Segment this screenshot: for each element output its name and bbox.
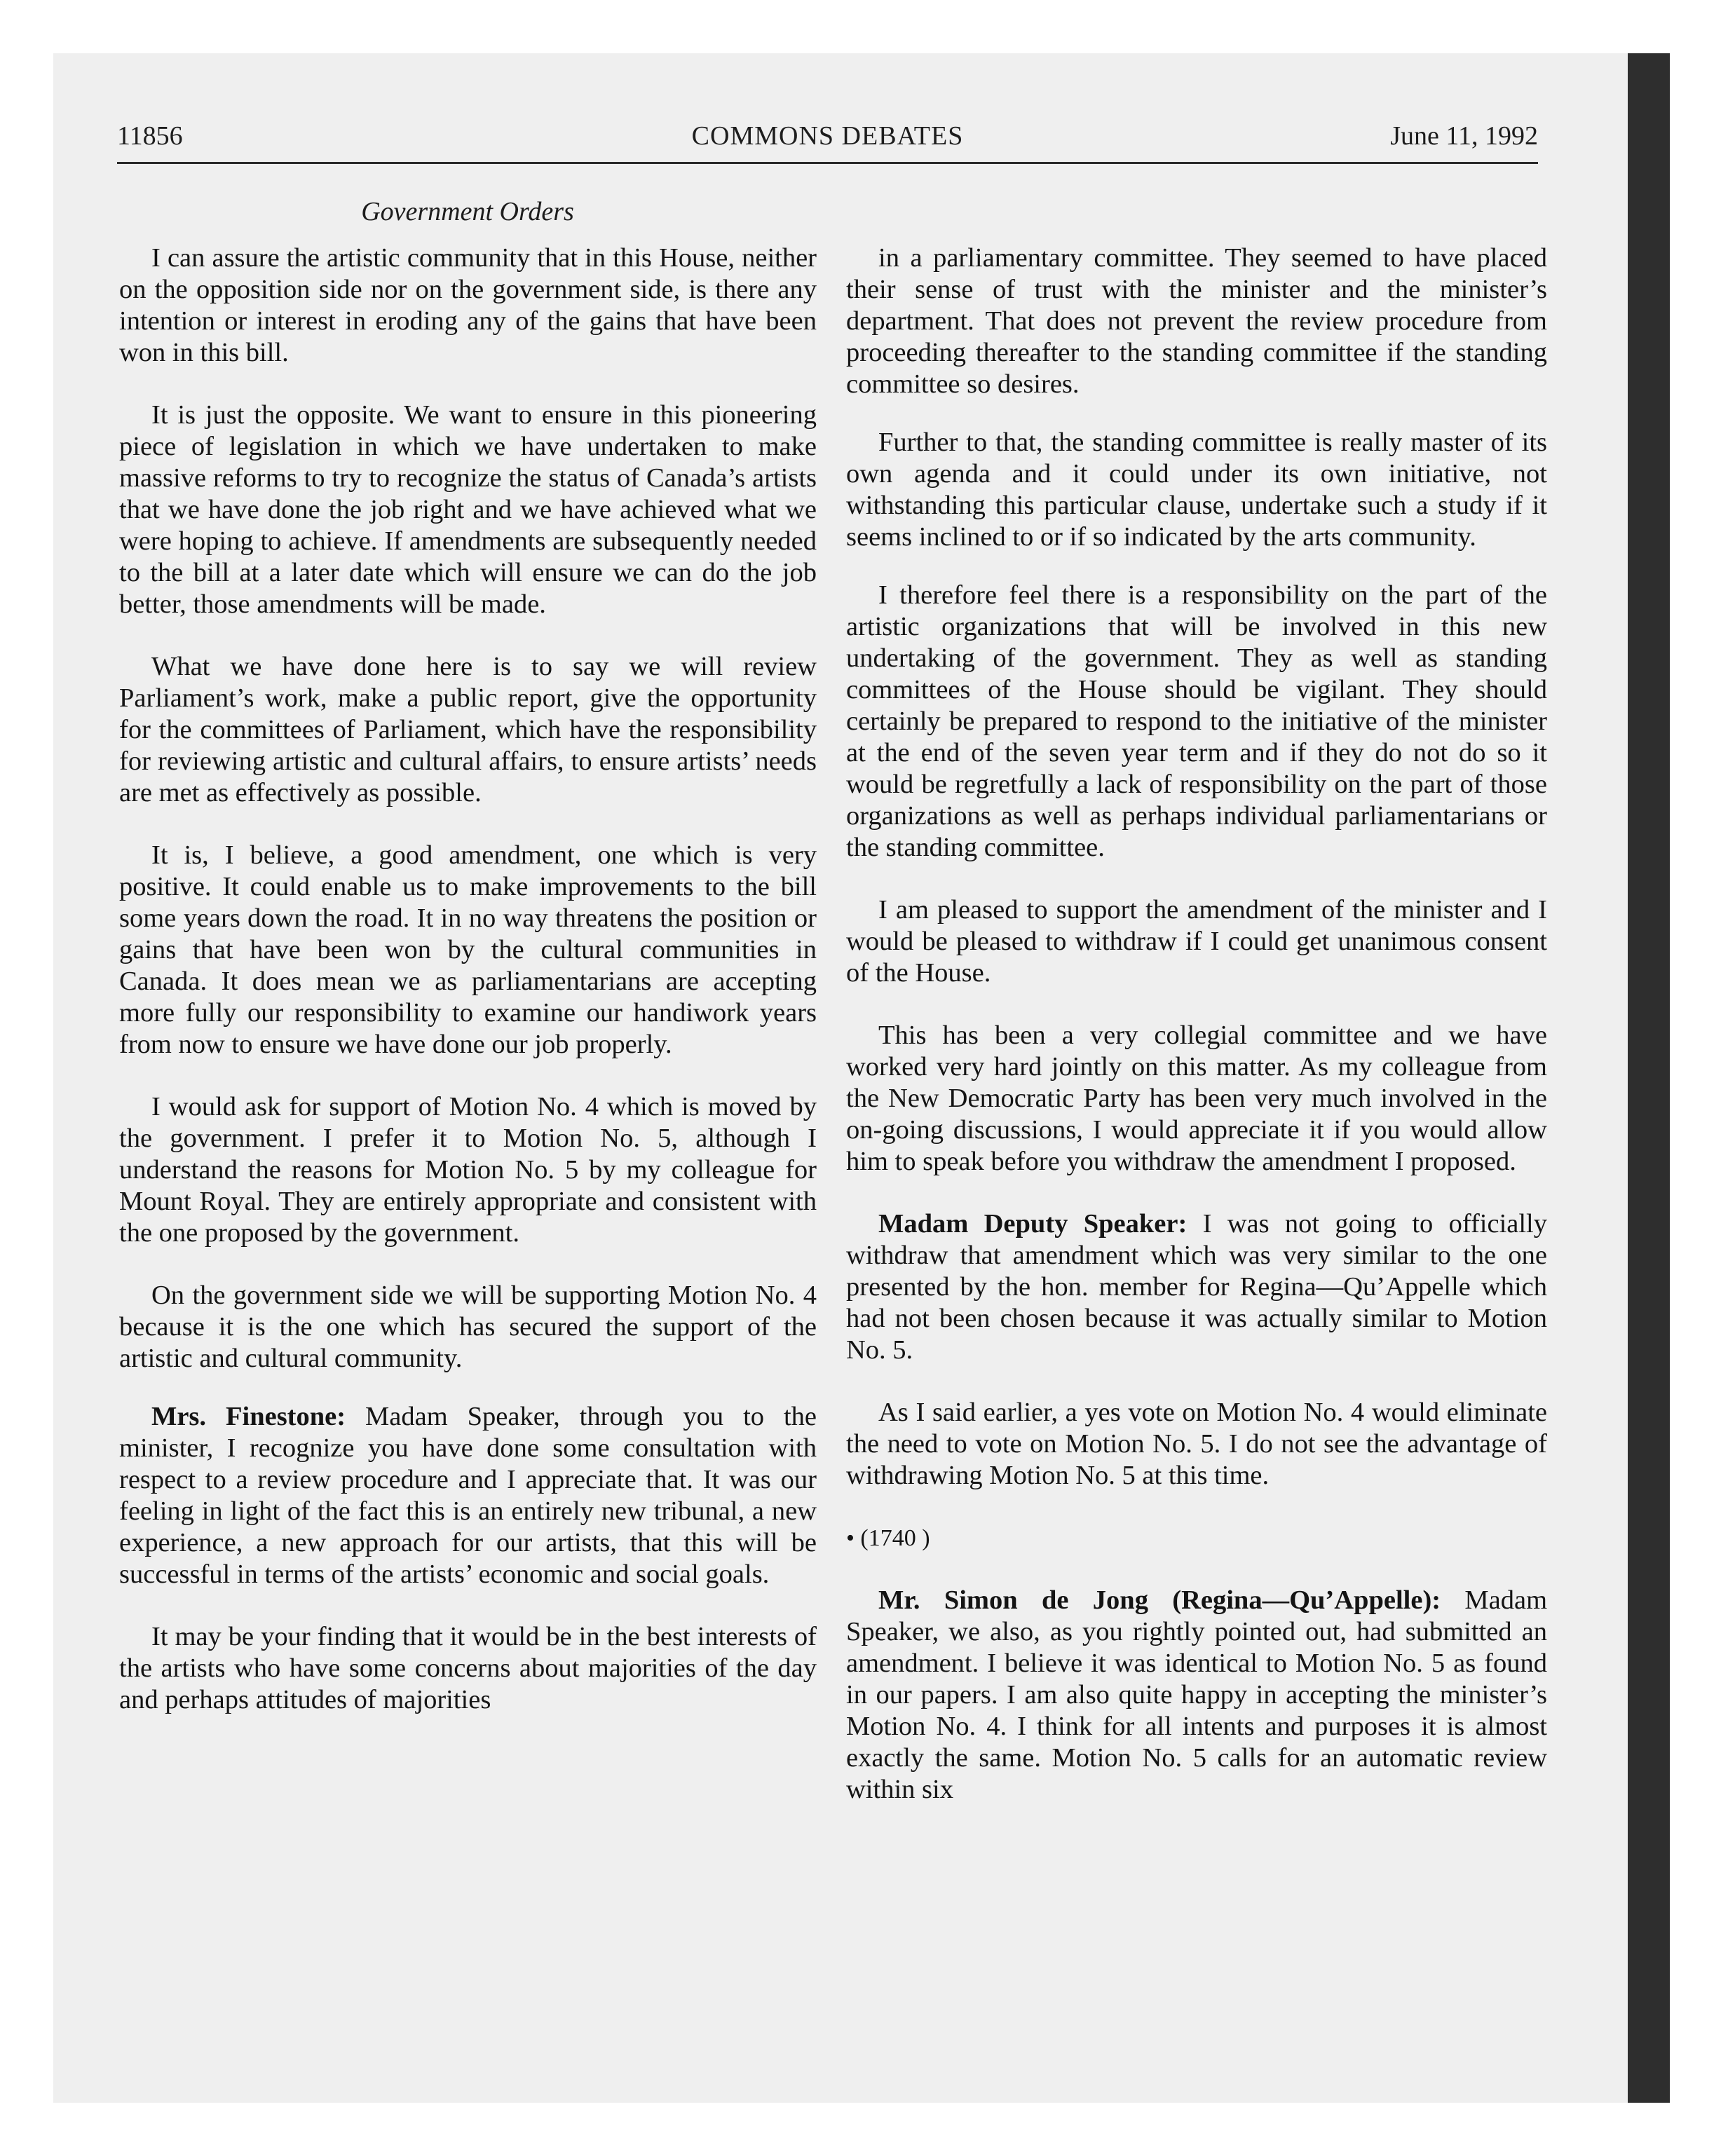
speaker-name: Mrs. Finestone: [151,1402,346,1431]
speech-finestone [119,1401,817,1590]
header-date: June 11, 1992 [1390,121,1538,151]
running-header [117,121,1538,163]
paragraph: It is, I believe, a good amendment, one which is very positive. It could enable us to make improvements to the bill some years down the road. It in no way threatens the position or gains that have been won by the cultural communities in Canada. It does mean we as parliamentarians are accepting more fully our responsibility to examine our handiwork years from now to ensure we have done our job properly. [119,840,817,1059]
publication-title: COMMONS DEBATES [691,121,964,151]
speaker-name: Mr. Simon de Jong (Regina—Qu’Appelle): [878,1585,1441,1615]
section-heading: Government Orders [361,197,574,226]
paragraph: As I said earlier, a yes vote on Motion No. 4 would eliminate the need to vote on Motion No. 5. I do not see the advantage of withdrawing Motion No. 5 at this time. [846,1398,1547,1490]
paragraph: I would ask for support of Motion No. 4 which is moved by the government. I prefer it to Motion No. 5, although I understand the reasons for Motion No. 5 by my colleague for Mount Royal. They are entirely appropriate and consistent with the one proposed by the government. [119,1092,817,1248]
left-column [119,243,817,1747]
paragraph: I am pleased to support the amendment of the minister and I would be pleased to withdraw if I could get unanimous consent of the House. [846,895,1547,988]
speech-de-jong [846,1585,1547,1806]
speech-text: Madam Speaker, through you to the minister, I recognize you have done some consultation with respect to a review procedure and I appreciate that. It was our feeling in light of the fact this is an entirely new tribunal, a new experience, a new approach for our artists, that this will be successful in terms of the artists’ economic and social goals. [119,1402,817,1589]
paragraph: On the government side we will be supporting Motion No. 4 because it is the one which has secured the support of the artistic and cultural community. [119,1281,817,1373]
header-rule [117,162,1538,164]
page-number: 11856 [117,121,183,151]
time-marker: • (1740 ) [846,1525,930,1551]
paragraph: It may be your finding that it would be in the best interests of the artists who have some concerns about majorities of the day and perhaps attitudes of majorities [119,1622,817,1714]
speech-deputy-speaker [846,1208,1547,1366]
paragraph: in a parliamentary committee. They seemed to have placed their sense of trust with the minister and the minister’s department. That does not prevent the review procedure from proceeding thereafter to the standing committee if the standing committee so desires. [846,243,1547,399]
paragraph: What we have done here is to say we will review Parliament’s work, make a public report, give the opportunity for the committees of Parliament, which have the responsibility for reviewing artistic and cultural affairs, to ensure artists’ needs are met as effectively as possible. [119,652,817,807]
speech-text: Madam Speaker, we also, as you rightly pointed out, had submitted an amendment. I believe it was identical to Motion No. 5 as found in our papers. I am also quite happy in accepting the minister’s Motion No. 4. I think for all intents and purposes it is almost exactly the same. Motion No. 5 calls for an automatic review within six [846,1585,1548,1804]
paragraph: It is just the opposite. We want to ensure in this pioneering piece of legislation in which we have undertaken to make massive reforms to try to recognize the status of Canada’s artists that we have done the job right and we have achieved what we were hoping to achieve. If amendments are subsequently needed to the bill at a later date which will ensure we can do the job better, those amendments will be made. [119,400,817,619]
right-column [846,243,1547,1836]
paragraph: Further to that, the standing committee is really master of its own agenda and it could under its own initiative, not withstanding this particular clause, undertake such a study if it seems inclined to or if so indicated by the arts community. [846,428,1547,552]
paragraph: I can assure the artistic community that in this House, neither on the opposition side nor on the government side, is there any intention or interest in eroding any of the gains that have been won in this bill. [119,243,817,367]
speaker-name: Madam Deputy Speaker: [878,1209,1188,1239]
scan-edge-shadow [1628,53,1670,2103]
paragraph: This has been a very collegial committee and we have worked very hard jointly on this matter. As my colleague from the New Democratic Party has been very much involved in the on-going discussions, I would appreciate it if you would allow him to speak before you withdraw the amendment I proposed. [846,1021,1547,1176]
paragraph: I therefore feel there is a responsibility on the part of the artistic organizations that will be involved in this new undertaking of the government. They as well as standing committees of the House should be vigilant. They should certainly be prepared to respond to the initiative of the minister at the end of the seven year term and if they do not do so it would be regretfully a lack of responsibility on the part of those organizations as well as perhaps individual parliamentarians or the standing committee. [846,580,1547,862]
speech-text: I was not going to officially withdraw that amendment which was very similar to the one presented by the hon. member for Regina—Qu’Appelle which had not been chosen because it was actually similar to Motion No. 5. [846,1209,1547,1365]
